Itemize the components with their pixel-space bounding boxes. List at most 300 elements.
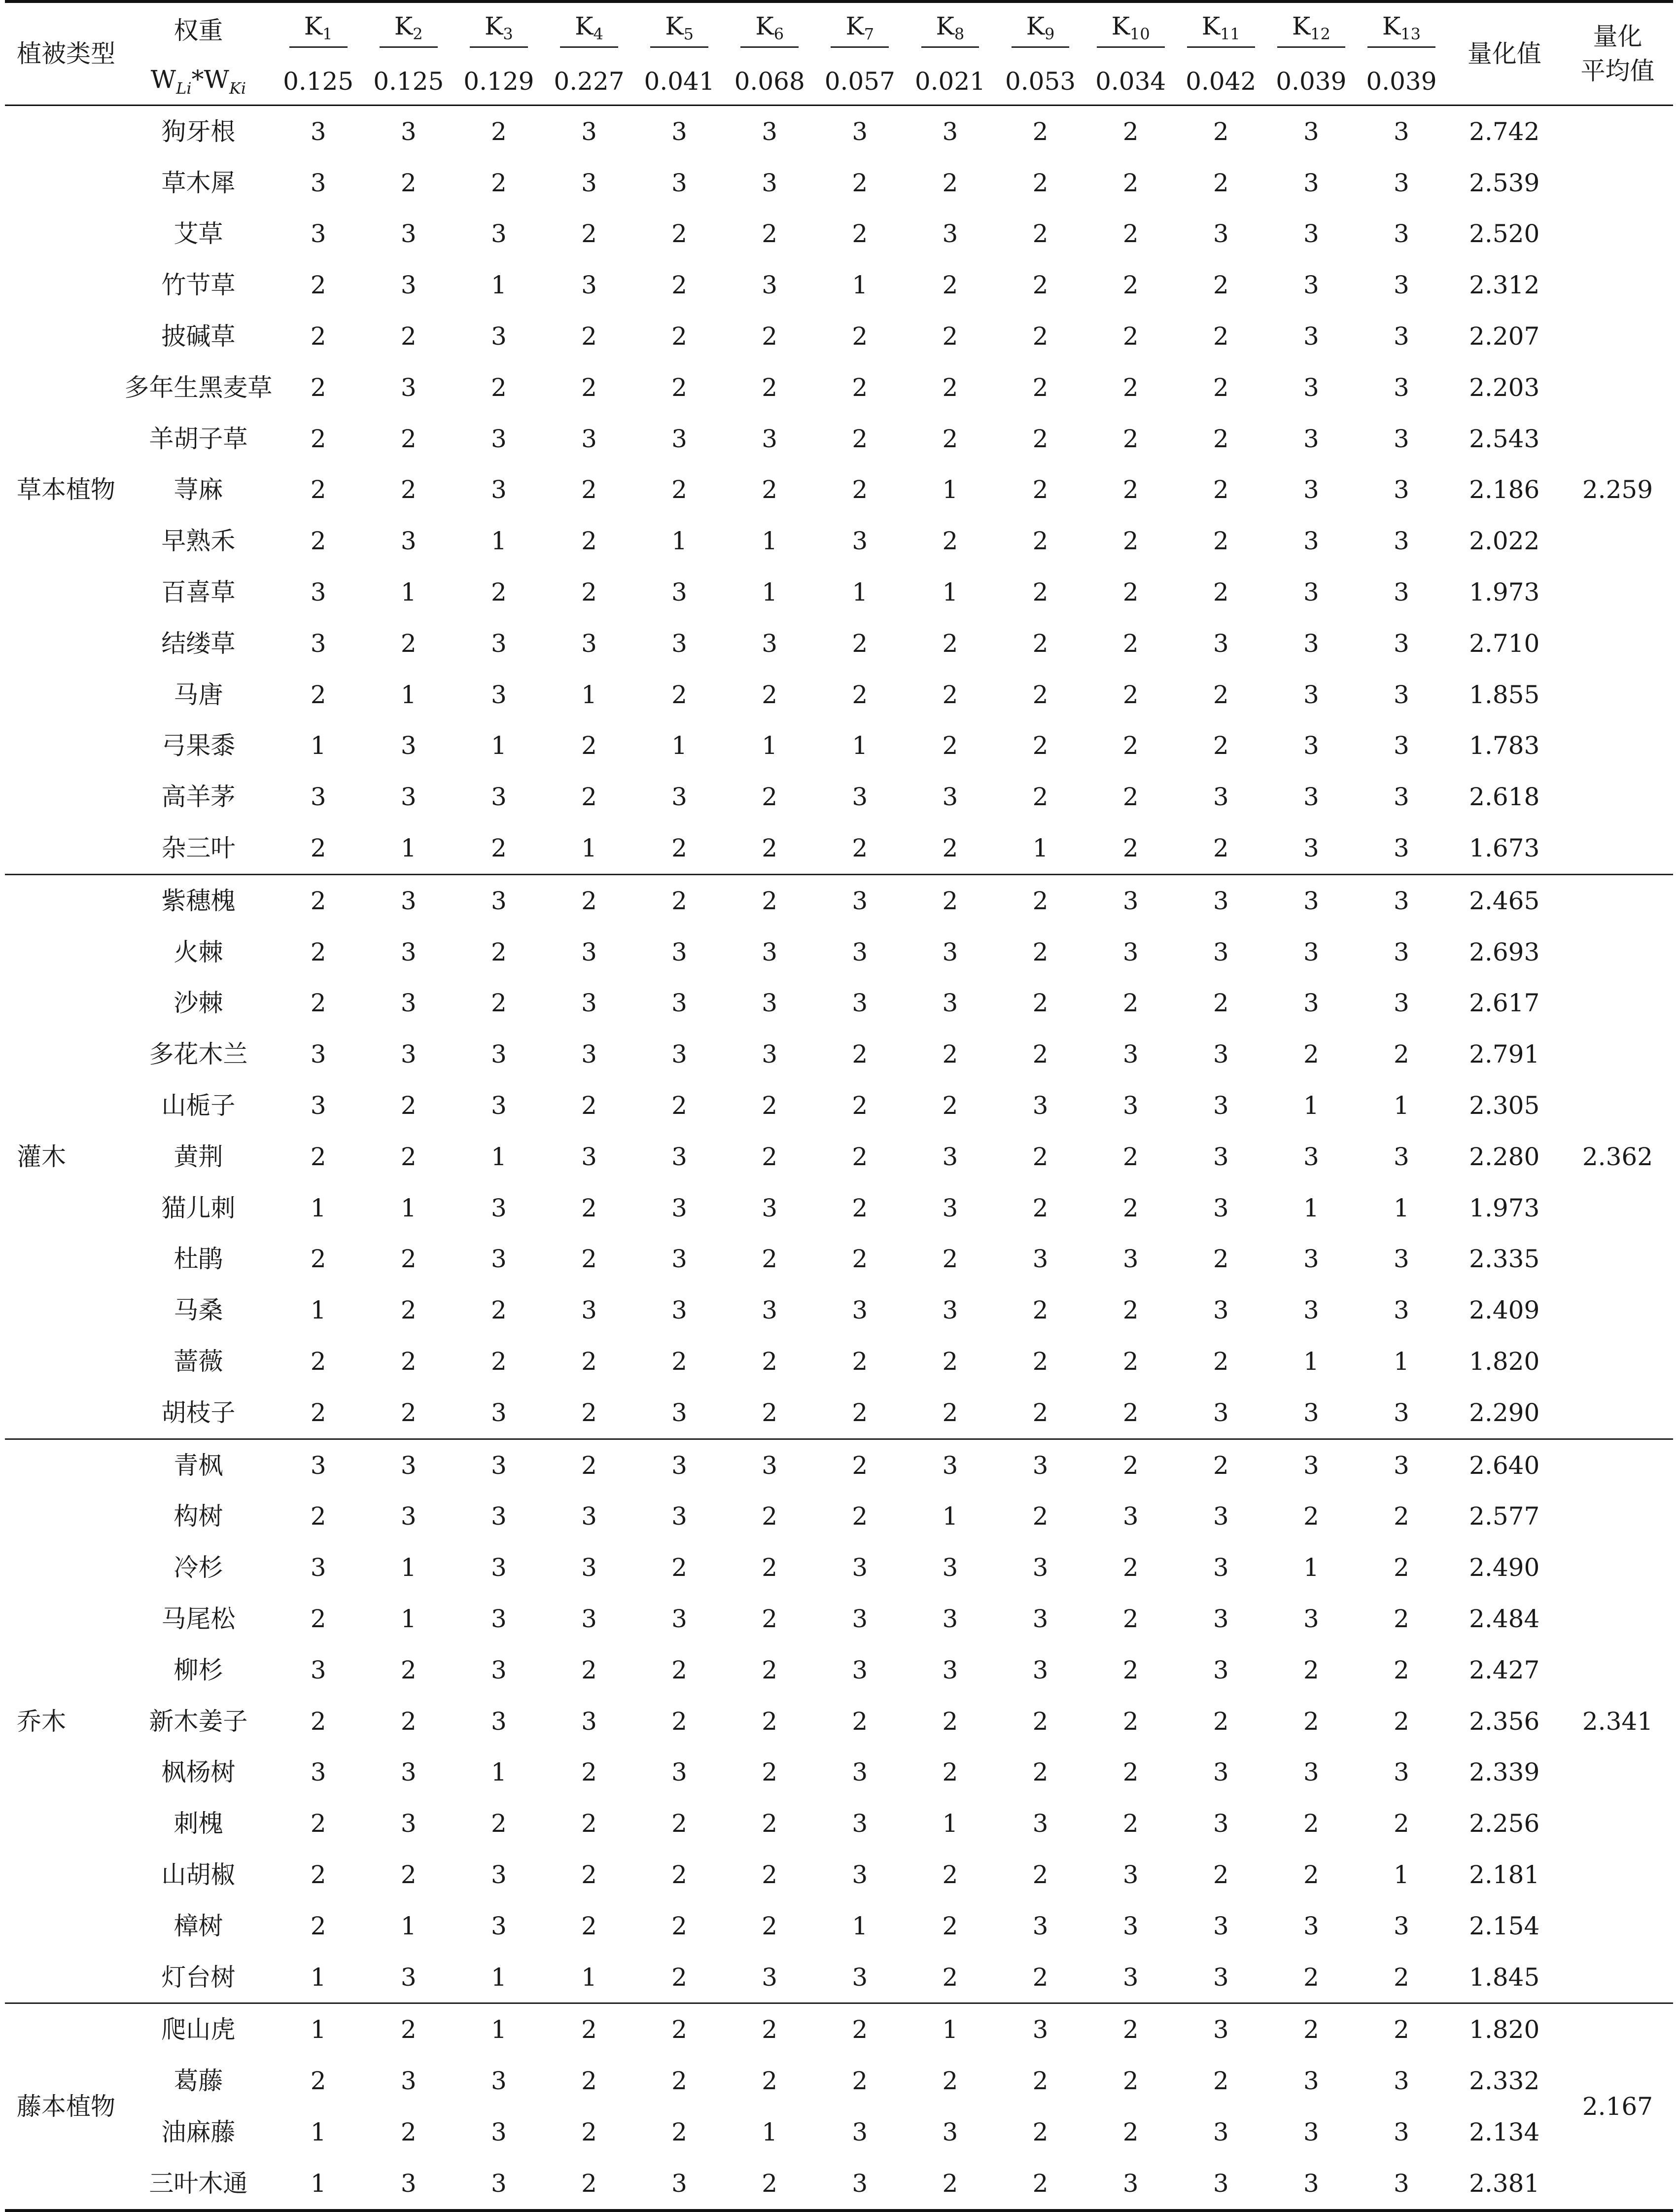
- score-cell-k8: 1: [942, 578, 958, 607]
- score-cell-k9: 2: [1032, 731, 1049, 760]
- score-cell-k1: 2: [310, 1398, 326, 1427]
- score-cell-k1: 3: [310, 578, 326, 607]
- score-cell-k7: 2: [852, 1040, 868, 1069]
- score-cell-k8: 3: [942, 1193, 958, 1222]
- score-cell-k13: 3: [1394, 271, 1409, 300]
- score-cell-k11: 2: [1213, 117, 1229, 146]
- score-cell-k8: 2: [942, 271, 958, 300]
- vegetation-weight-table: [5, 0, 1673, 2212]
- score-cell-k7: 3: [852, 117, 868, 146]
- score-cell-k3: 1: [490, 1142, 507, 1171]
- score-cell-k11: 2: [1213, 527, 1229, 556]
- score-cell-k13: 3: [1394, 937, 1409, 966]
- score-cell-k5: 2: [671, 1911, 687, 1940]
- species-name-cell: 披碱草: [161, 322, 236, 351]
- quant-value-cell: 1.820: [1469, 2015, 1540, 2044]
- score-cell-k8: 2: [942, 1091, 958, 1120]
- score-cell-k2: 2: [400, 168, 417, 197]
- score-cell-k11: 2: [1213, 1860, 1229, 1889]
- score-cell-k10: 3: [1122, 1962, 1139, 1992]
- quant-value-cell: 2.791: [1469, 1040, 1540, 1069]
- score-cell-k12: 3: [1303, 117, 1319, 146]
- score-cell-k13: 2: [1394, 1655, 1409, 1684]
- score-cell-k9: 2: [1032, 937, 1049, 966]
- score-cell-k3: 3: [490, 1245, 507, 1274]
- score-cell-k2: 2: [400, 1296, 417, 1325]
- score-cell-k3: 2: [490, 373, 507, 402]
- quant-value-cell: 2.332: [1469, 2067, 1540, 2096]
- score-cell-k13: 3: [1394, 1142, 1409, 1171]
- score-cell-k3: 3: [490, 1860, 507, 1889]
- score-cell-k7: 2: [852, 1347, 868, 1376]
- score-cell-k5: 3: [671, 629, 687, 658]
- score-cell-k6: 3: [762, 271, 778, 300]
- score-cell-k4: 2: [581, 475, 597, 504]
- score-cell-k11: 2: [1213, 1347, 1229, 1376]
- score-cell-k6: 2: [762, 1860, 778, 1889]
- score-cell-k6: 2: [762, 1245, 778, 1274]
- score-cell-k6: 3: [762, 117, 778, 146]
- group-0: [5, 106, 1673, 875]
- header-k9-weight: 0.053: [1005, 67, 1076, 96]
- score-cell-k1: 1: [310, 2169, 326, 2198]
- score-cell-k3: 1: [490, 271, 507, 300]
- score-cell-k8: 2: [942, 2067, 958, 2096]
- quant-value-cell: 1.973: [1469, 1193, 1540, 1222]
- quant-value-cell: 2.543: [1469, 424, 1540, 453]
- table-row: [5, 259, 1673, 311]
- species-name-cell: 三叶木通: [149, 2169, 248, 2198]
- score-cell-k4: 3: [581, 1605, 597, 1633]
- header-k5: $K_5$: [634, 1, 725, 58]
- score-cell-k13: 1: [1394, 1860, 1409, 1889]
- table-row: [5, 1747, 1673, 1798]
- score-cell-k7: 3: [852, 2169, 868, 2198]
- score-cell-k9: 2: [1032, 527, 1049, 556]
- header-k8: $K_8$: [905, 1, 995, 58]
- score-cell-k5: 2: [671, 475, 687, 504]
- score-cell-k3: 2: [490, 834, 507, 863]
- score-cell-k2: 2: [400, 1091, 417, 1120]
- score-cell-k7: 3: [852, 1809, 868, 1838]
- score-cell-k13: 3: [1394, 373, 1409, 402]
- score-cell-k12: 3: [1303, 1142, 1319, 1171]
- header-k5-weight: 0.041: [644, 67, 715, 96]
- score-cell-k13: 1: [1394, 1091, 1409, 1120]
- score-cell-k7: 2: [852, 322, 868, 351]
- score-cell-k6: 3: [762, 424, 778, 453]
- score-cell-k6: 2: [762, 1911, 778, 1940]
- score-cell-k9: 2: [1032, 271, 1049, 300]
- group-3: [5, 2003, 1673, 2211]
- species-name-cell: 竹节草: [161, 271, 236, 300]
- score-cell-k1: 1: [310, 1193, 326, 1222]
- table-row: [5, 1439, 1673, 1491]
- score-cell-k7: 2: [852, 1142, 868, 1171]
- score-cell-k9: 2: [1032, 219, 1049, 249]
- score-cell-k12: 2: [1303, 1707, 1319, 1736]
- score-cell-k13: 2: [1394, 1553, 1409, 1582]
- score-cell-k11: 2: [1213, 168, 1229, 197]
- species-name-cell: 马尾松: [161, 1605, 236, 1633]
- score-cell-k1: 1: [310, 2117, 326, 2146]
- score-cell-k10: 2: [1122, 1451, 1139, 1480]
- score-cell-k9: 1: [1032, 834, 1049, 863]
- species-name-cell: 蔷薇: [174, 1347, 223, 1376]
- score-cell-k2: 2: [400, 424, 417, 453]
- score-cell-k11: 3: [1213, 629, 1229, 658]
- score-cell-k11: 3: [1213, 1911, 1229, 1940]
- table-row: [5, 362, 1673, 413]
- score-cell-k1: 3: [310, 1040, 326, 1069]
- score-cell-k8: 3: [942, 1451, 958, 1480]
- table-row: [5, 2003, 1673, 2055]
- score-cell-k12: 3: [1303, 937, 1319, 966]
- score-cell-k4: 2: [581, 1347, 597, 1376]
- table-row: [5, 567, 1673, 618]
- score-cell-k3: 3: [490, 1398, 507, 1427]
- score-cell-k6: 2: [762, 2169, 778, 2198]
- quant-value-cell: 2.186: [1469, 475, 1540, 504]
- score-cell-k11: 3: [1213, 2169, 1229, 2198]
- score-cell-k2: 2: [400, 1707, 417, 1736]
- score-cell-k13: 1: [1394, 1193, 1409, 1222]
- score-cell-k5: 3: [671, 1040, 687, 1069]
- score-cell-k1: 2: [310, 1605, 326, 1633]
- species-name-cell: 早熟禾: [161, 527, 236, 556]
- quant-value-cell: 2.465: [1469, 886, 1540, 915]
- score-cell-k7: 2: [852, 373, 868, 402]
- score-cell-k10: 2: [1122, 475, 1139, 504]
- score-cell-k8: 1: [942, 2015, 958, 2044]
- score-cell-k4: 2: [581, 1809, 597, 1838]
- score-cell-k4: 2: [581, 783, 597, 812]
- quant-value-cell: 2.022: [1469, 527, 1540, 556]
- score-cell-k12: 3: [1303, 1245, 1319, 1274]
- score-cell-k3: 3: [490, 2067, 507, 2096]
- score-cell-k9: 2: [1032, 117, 1049, 146]
- score-cell-k12: 3: [1303, 2067, 1319, 2096]
- score-cell-k4: 2: [581, 373, 597, 402]
- score-cell-k13: 2: [1394, 1962, 1409, 1992]
- species-name-cell: 结缕草: [161, 629, 236, 658]
- score-cell-k4: 2: [581, 1398, 597, 1427]
- score-cell-k9: 2: [1032, 1758, 1049, 1787]
- score-cell-k8: 2: [942, 886, 958, 915]
- score-cell-k7: 3: [852, 886, 868, 915]
- header-k1-weight: 0.125: [283, 67, 354, 96]
- score-cell-k8: 3: [942, 2117, 958, 2146]
- table-row: [5, 209, 1673, 260]
- species-name-cell: 樟树: [174, 1911, 223, 1940]
- score-cell-k2: 1: [400, 1605, 417, 1633]
- quant-value-cell: 2.520: [1469, 219, 1540, 249]
- score-cell-k11: 3: [1213, 1655, 1229, 1684]
- score-cell-k1: 3: [310, 1655, 326, 1684]
- species-name-cell: 新木姜子: [149, 1707, 248, 1736]
- score-cell-k7: 3: [852, 1553, 868, 1582]
- score-cell-k2: 2: [400, 1398, 417, 1427]
- table-row: [5, 1182, 1673, 1234]
- score-cell-k7: 1: [852, 1911, 868, 1940]
- species-name-cell: 高羊茅: [161, 783, 236, 812]
- score-cell-k11: 2: [1213, 680, 1229, 709]
- score-cell-k5: 3: [671, 1296, 687, 1325]
- score-cell-k10: 2: [1122, 629, 1139, 658]
- score-cell-k12: 3: [1303, 731, 1319, 760]
- score-cell-k2: 1: [400, 680, 417, 709]
- score-cell-k5: 2: [671, 322, 687, 351]
- score-cell-k5: 2: [671, 1553, 687, 1582]
- score-cell-k5: 3: [671, 1142, 687, 1171]
- score-cell-k5: 1: [671, 527, 687, 556]
- score-cell-k10: 2: [1122, 578, 1139, 607]
- table-row: [5, 822, 1673, 874]
- score-cell-k1: 2: [310, 680, 326, 709]
- quant-value-cell: 2.409: [1469, 1296, 1540, 1325]
- score-cell-k13: 2: [1394, 1040, 1409, 1069]
- header-k12-weight: 0.039: [1276, 67, 1347, 96]
- score-cell-k2: 3: [400, 1502, 417, 1531]
- species-name-cell: 山胡椒: [161, 1860, 236, 1889]
- score-cell-k8: 2: [942, 527, 958, 556]
- score-cell-k4: 2: [581, 2015, 597, 2044]
- score-cell-k10: 2: [1122, 1758, 1139, 1787]
- score-cell-k10: 3: [1122, 1040, 1139, 1069]
- score-cell-k10: 3: [1122, 1245, 1139, 1274]
- header-k7: $K_7$: [815, 1, 905, 58]
- score-cell-k12: 2: [1303, 1502, 1319, 1531]
- score-cell-k12: 1: [1303, 1553, 1319, 1582]
- score-cell-k3: 3: [490, 629, 507, 658]
- score-cell-k2: 1: [400, 834, 417, 863]
- score-cell-k1: 2: [310, 424, 326, 453]
- header-k3: $K_3$: [454, 1, 544, 58]
- quant-value-cell: 2.305: [1469, 1091, 1540, 1120]
- score-cell-k11: 2: [1213, 2067, 1229, 2096]
- species-name-cell: 油麻藤: [161, 2117, 236, 2146]
- score-cell-k7: 3: [852, 1605, 868, 1633]
- score-cell-k13: 3: [1394, 783, 1409, 812]
- species-name-cell: 爬山虎: [161, 2015, 236, 2044]
- score-cell-k8: 1: [942, 475, 958, 504]
- score-cell-k1: 2: [310, 937, 326, 966]
- score-cell-k9: 2: [1032, 1962, 1049, 1992]
- score-cell-k13: 3: [1394, 475, 1409, 504]
- quant-average-cell: 2.259: [1582, 475, 1653, 504]
- score-cell-k12: 3: [1303, 373, 1319, 402]
- quant-value-cell: 2.256: [1469, 1809, 1540, 1838]
- header-k4-weight: 0.227: [554, 67, 625, 96]
- quant-value-cell: 1.820: [1469, 1347, 1540, 1376]
- species-name-cell: 羊胡子草: [149, 424, 248, 453]
- score-cell-k12: 3: [1303, 629, 1319, 658]
- table-header: [5, 1, 1673, 106]
- score-cell-k1: 3: [310, 168, 326, 197]
- score-cell-k11: 3: [1213, 219, 1229, 249]
- score-cell-k6: 2: [762, 783, 778, 812]
- species-name-cell: 紫穗槐: [161, 886, 236, 915]
- score-cell-k1: 2: [310, 1860, 326, 1889]
- quant-average-cell: 2.341: [1582, 1707, 1653, 1736]
- score-cell-k3: 3: [490, 783, 507, 812]
- score-cell-k12: 3: [1303, 424, 1319, 453]
- quant-value-cell: 2.381: [1469, 2169, 1540, 2198]
- score-cell-k8: 2: [942, 680, 958, 709]
- score-cell-k12: 2: [1303, 2015, 1319, 2044]
- score-cell-k3: 2: [490, 578, 507, 607]
- score-cell-k2: 1: [400, 578, 417, 607]
- species-name-cell: 弓果黍: [161, 731, 236, 760]
- score-cell-k4: 3: [581, 1142, 597, 1171]
- score-cell-k10: 2: [1122, 783, 1139, 812]
- score-cell-k10: 2: [1122, 2117, 1139, 2146]
- score-cell-k13: 3: [1394, 1911, 1409, 1940]
- score-cell-k5: 2: [671, 1707, 687, 1736]
- quant-value-cell: 2.339: [1469, 1758, 1540, 1787]
- score-cell-k7: 2: [852, 219, 868, 249]
- score-cell-k6: 2: [762, 475, 778, 504]
- score-cell-k2: 3: [400, 989, 417, 1018]
- score-cell-k2: 3: [400, 731, 417, 760]
- score-cell-k11: 3: [1213, 1040, 1229, 1069]
- score-cell-k10: 2: [1122, 989, 1139, 1018]
- score-cell-k8: 3: [942, 1655, 958, 1684]
- score-cell-k1: 3: [310, 783, 326, 812]
- score-cell-k9: 2: [1032, 1502, 1049, 1531]
- score-cell-k9: 2: [1032, 1707, 1049, 1736]
- score-cell-k11: 2: [1213, 271, 1229, 300]
- score-cell-k7: 2: [852, 2015, 868, 2044]
- score-cell-k5: 2: [671, 1655, 687, 1684]
- score-cell-k9: 2: [1032, 322, 1049, 351]
- score-cell-k3: 2: [490, 117, 507, 146]
- header-quant-average-line2: 平均值: [1580, 57, 1655, 85]
- score-cell-k10: 2: [1122, 1605, 1139, 1633]
- score-cell-k8: 2: [942, 1347, 958, 1376]
- score-cell-k9: 2: [1032, 1398, 1049, 1427]
- score-cell-k1: 3: [310, 219, 326, 249]
- score-cell-k2: 3: [400, 373, 417, 402]
- score-cell-k2: 1: [400, 1193, 417, 1222]
- score-cell-k5: 3: [671, 168, 687, 197]
- score-cell-k1: 2: [310, 1142, 326, 1171]
- table-row: [5, 1284, 1673, 1336]
- quant-value-cell: 1.973: [1469, 578, 1540, 607]
- species-name-cell: 柳杉: [174, 1655, 223, 1684]
- score-cell-k6: 3: [762, 1962, 778, 1992]
- score-cell-k7: 3: [852, 2117, 868, 2146]
- score-cell-k5: 3: [671, 424, 687, 453]
- table-row: [5, 618, 1673, 669]
- score-cell-k1: 2: [310, 886, 326, 915]
- table-row: [5, 2055, 1673, 2106]
- score-cell-k2: 1: [400, 1553, 417, 1582]
- score-cell-k9: 2: [1032, 373, 1049, 402]
- score-cell-k10: 2: [1122, 1655, 1139, 1684]
- score-cell-k9: 2: [1032, 1860, 1049, 1889]
- score-cell-k7: 2: [852, 680, 868, 709]
- score-cell-k10: 2: [1122, 117, 1139, 146]
- score-cell-k12: 3: [1303, 271, 1319, 300]
- score-cell-k3: 3: [490, 475, 507, 504]
- score-cell-k9: 3: [1032, 1911, 1049, 1940]
- score-cell-k6: 3: [762, 1296, 778, 1325]
- score-cell-k9: 2: [1032, 1040, 1049, 1069]
- quant-value-cell: 2.312: [1469, 271, 1540, 300]
- score-cell-k8: 3: [942, 219, 958, 249]
- score-cell-k11: 3: [1213, 1553, 1229, 1582]
- header-k13-weight: 0.039: [1366, 67, 1437, 96]
- table-row: [5, 1644, 1673, 1696]
- score-cell-k10: 2: [1122, 1707, 1139, 1736]
- species-name-cell: 刺槐: [174, 1809, 223, 1838]
- score-cell-k11: 3: [1213, 1296, 1229, 1325]
- species-name-cell: 草木犀: [161, 168, 236, 197]
- quant-value-cell: 2.356: [1469, 1707, 1540, 1736]
- species-name-cell: 马桑: [174, 1296, 223, 1325]
- score-cell-k2: 3: [400, 2067, 417, 2096]
- score-cell-k8: 2: [942, 629, 958, 658]
- score-cell-k5: 2: [671, 2067, 687, 2096]
- score-cell-k3: 3: [490, 680, 507, 709]
- score-cell-k13: 3: [1394, 2117, 1409, 2146]
- score-cell-k3: 2: [490, 1809, 507, 1838]
- score-cell-k5: 2: [671, 680, 687, 709]
- score-cell-k4: 3: [581, 1553, 597, 1582]
- score-cell-k1: 1: [310, 731, 326, 760]
- score-cell-k9: 2: [1032, 629, 1049, 658]
- score-cell-k5: 2: [671, 2015, 687, 2044]
- score-cell-k5: 3: [671, 1398, 687, 1427]
- score-cell-k9: 2: [1032, 475, 1049, 504]
- score-cell-k13: 3: [1394, 989, 1409, 1018]
- score-cell-k2: 3: [400, 1758, 417, 1787]
- score-cell-k9: 2: [1032, 1142, 1049, 1171]
- score-cell-k4: 1: [581, 680, 597, 709]
- score-cell-k11: 3: [1213, 1142, 1229, 1171]
- score-cell-k1: 2: [310, 1911, 326, 1940]
- score-cell-k3: 3: [490, 886, 507, 915]
- score-cell-k6: 1: [762, 2117, 778, 2146]
- score-cell-k9: 3: [1032, 1553, 1049, 1582]
- score-cell-k10: 2: [1122, 731, 1139, 760]
- score-cell-k9: 3: [1032, 1091, 1049, 1120]
- quant-value-cell: 2.710: [1469, 629, 1540, 658]
- score-cell-k4: 3: [581, 424, 597, 453]
- score-cell-k7: 3: [852, 989, 868, 1018]
- score-cell-k7: 1: [852, 578, 868, 607]
- score-cell-k1: 2: [310, 834, 326, 863]
- score-cell-k3: 1: [490, 2015, 507, 2044]
- score-cell-k10: 2: [1122, 680, 1139, 709]
- score-cell-k1: 2: [310, 1245, 326, 1274]
- score-cell-k9: 2: [1032, 680, 1049, 709]
- score-cell-k6: 2: [762, 886, 778, 915]
- header-quant-average: [1562, 1, 1673, 106]
- table-row: [5, 1542, 1673, 1593]
- score-cell-k10: 2: [1122, 1809, 1139, 1838]
- score-cell-k7: 3: [852, 937, 868, 966]
- score-cell-k1: 2: [310, 989, 326, 1018]
- score-cell-k12: 3: [1303, 219, 1319, 249]
- score-cell-k12: 3: [1303, 886, 1319, 915]
- score-cell-k9: 2: [1032, 1296, 1049, 1325]
- score-cell-k5: 3: [671, 2169, 687, 2198]
- table-row: [5, 1131, 1673, 1182]
- score-cell-k10: 2: [1122, 373, 1139, 402]
- score-cell-k13: 3: [1394, 117, 1409, 146]
